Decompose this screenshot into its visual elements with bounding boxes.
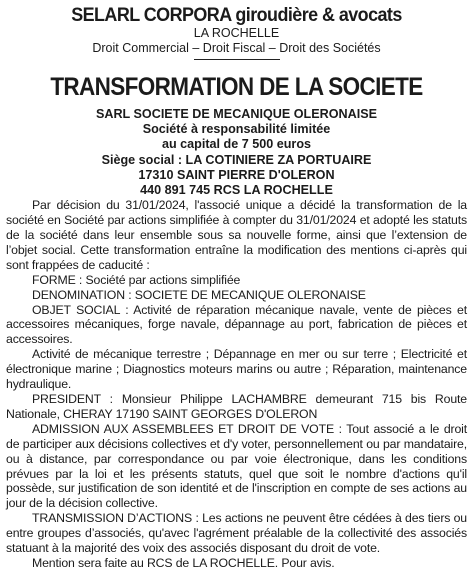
company-rcs: 440 891 745 RCS LA ROCHELLE	[140, 183, 333, 198]
paragraph-activite: Activité de mécanique terrestre ; Dépannage en mer ou sur terre ; Electricité et électronique marine ; Diagnostics moteurs marins ou autre ; Réparation, maintenance hydraulique.	[6, 347, 467, 392]
company-block	[6, 107, 467, 198]
firm-city: LA ROCHELLE	[193, 26, 280, 40]
company-capital: au capital de 7 500 euros	[161, 137, 312, 152]
paragraph-objet-social: OBJET SOCIAL : Activité de réparation mécanique navale, vente de pièces et accessoires mécaniques, forge navale, dépannage au port, fabrication de pièces et accessoires.	[6, 302, 467, 347]
company-form: Société à responsabilité limitée	[142, 122, 331, 137]
paragraph-president: PRESIDENT : Monsieur Philippe LACHAMBRE demeurant 715 bis Route Nationale, CHERAY 17190 SAINT GEORGES D'OLERON	[6, 392, 467, 421]
company-seat-line2: 17310 SAINT PIERRE D'OLERON	[138, 167, 335, 182]
company-name: SARL SOCIETE DE MECANIQUE OLERONAISE	[95, 107, 378, 121]
paragraph-denomination: DENOMINATION : SOCIETE DE MECANIQUE OLERONAISE	[32, 287, 366, 302]
paragraph-mention: Mention sera faite au RCS de LA ROCHELLE. Pour avis.	[32, 555, 335, 570]
paragraph-decision: Par décision du 31/01/2024, l'associé unique a décidé la transformation de la société en Société par actions simplifiée à compter du 31/01/2024 et adopté les statuts de la société dans leur ensemble sous sa nouvelle forme, ainsi que l’extension de l’objet social. Cette transformation entraîne la modification des mentions ci-après qui sont frappées de caducité :	[6, 198, 467, 272]
divider	[194, 59, 280, 60]
notice-body	[6, 198, 467, 571]
paragraph-admission: ADMISSION AUX ASSEMBLEES ET DROIT DE VOTE : Tout associé a le droit de participer aux décisions collectives et d'y voter, personnellement ou par mandataire, ou à distance, par correspondance ou par voie électronique, dans les conditions prévues par la loi et les présents statuts, quel que soit le nombre d'actions qu'il possède, sur justification de son identité et de l'inscription en compte de ses actions au jour de la décision collective.	[6, 421, 467, 511]
paragraph-forme: FORME : Société par actions simplifiée	[32, 272, 241, 287]
firm-specialties: Droit Commercial – Droit Fiscal – Droit des Sociétés	[92, 41, 381, 55]
firm-name: SELARL CORPORA giroudière & avocats	[71, 4, 402, 26]
notice-title: TRANSFORMATION DE LA SOCIETE	[50, 73, 423, 101]
paragraph-transmission: TRANSMISSION D’ACTIONS : Les actions ne peuvent être cédées à des tiers ou entre groupes d’associés, qu'avec l'agrément préalable de la collectivité des associés statuant à la majorité des voix des associés disposant du droit de vote.	[6, 511, 467, 556]
company-seat-line1: Siège social : LA COTINIERE ZA PORTUAIRE	[101, 152, 372, 167]
